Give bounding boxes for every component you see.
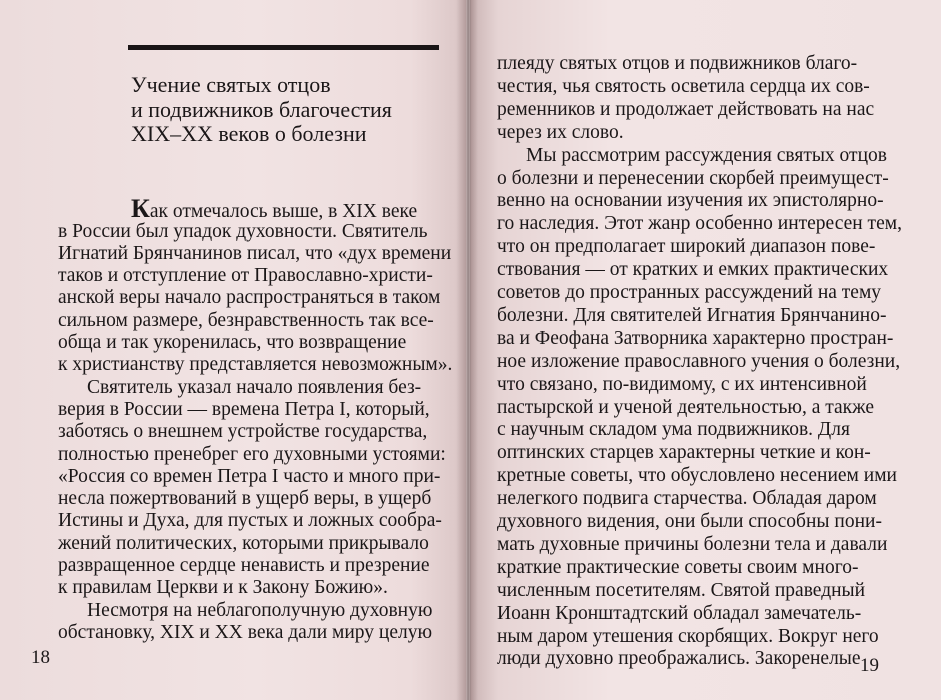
text-line: люди духовно преображались. Закоренелые (497, 648, 861, 670)
text-line: что он предполагает широкий диапазон пове- (497, 236, 876, 258)
text-line (131, 194, 418, 223)
text-line: к правилам Церкви и к Закону Божию». (58, 577, 388, 599)
text-line: верия в России — времена Петра I, который, (58, 398, 430, 420)
text-line: численным посетителям. Святой праведный (497, 579, 866, 601)
text-line: ное изложение православного учения о болезни, (497, 350, 901, 372)
chapter-heading (131, 73, 441, 147)
text-line: с научным складом ума подвижников. Для (497, 419, 850, 441)
text-line: в России был упадок духовности. Святитель (58, 220, 428, 242)
text-line: ным даром утешения скорбящих. Вокруг него (497, 625, 879, 647)
text-line: честия, чья святость осветила сердца их сов- (497, 75, 870, 97)
text-line: развращенное сердце ненависть и презрение (58, 555, 430, 576)
page-number-left: 18 (31, 647, 50, 668)
text-line: кретные советы, что обусловлено несением ими (497, 465, 897, 487)
text-line: Игнатий Брянчанинов писал, что «дух времени (58, 242, 452, 264)
text-line: краткие практические советы своим много- (497, 556, 859, 578)
text-line: что связано, по-видимому, с их интенсивной (497, 373, 867, 395)
text-line: Иоанн Кронштадтский обладал замечатель- (497, 602, 862, 624)
text-line: нелегкого подвига старчества. Обладая даром (497, 488, 877, 510)
text-line: о болезни и перенесении скорбей преимущест- (497, 167, 889, 189)
text-line: болезни. Для святителей Игнатия Брянчанино- (497, 304, 887, 326)
text-line: плеяду святых отцов и подвижников благо- (497, 53, 858, 74)
text-line: оптинских старцев характерны четкие и кон- (497, 442, 871, 464)
text-line: обстановку, XIX и XX века дали миру целую (58, 621, 433, 643)
text-line: к христианству представляется невозможным». (58, 354, 453, 376)
drop-cap: К (131, 194, 150, 223)
first-line-text: ак отмечалось выше, в XIX веке (149, 201, 418, 222)
text-line: ременников и продолжает действовать на нас (497, 98, 875, 120)
text-line: таков и отступление от Православно-христи- (58, 265, 433, 287)
text-line: Мы рассмотрим рассуждения святых отцов (526, 144, 887, 166)
text-line: обща и так укоренилась, что возвращение (58, 332, 407, 353)
text-line: го наследия. Этот жанр особенно интересен тем, (497, 213, 902, 235)
text-line: пастырской и ученой деятельностью, а также (497, 396, 875, 418)
heading-line: XIX–XX веков о болезни (131, 121, 367, 146)
text-line: через их слово. (497, 121, 624, 143)
book-gutter (456, 0, 478, 700)
text-line: венно на основании изучения их эпистолярно- (497, 190, 884, 212)
text-line: несла пожертвований в ущерб веры, в ущерб (58, 488, 432, 510)
text-line: Несмотря на неблагополучную духовную (87, 599, 433, 621)
text-line: «Россия со времен Петра I часто и много при- (58, 465, 441, 487)
text-line: ствования — от кратких и емких практических (497, 259, 889, 281)
text-line: Святитель указал начало появления без- (87, 376, 422, 398)
text-line: сильном размере, безнравственность так все- (58, 309, 434, 331)
text-line: полностью пренебрег его духовными устоями: (58, 443, 446, 465)
heading-rule (128, 45, 439, 50)
heading-line: и подвижников благочестия (131, 96, 392, 122)
page-number-right: 19 (860, 655, 879, 676)
text-line: заботясь о внешнем устройстве государства, (58, 421, 428, 443)
text-line: Истины и Духа, для пустых и ложных сообра- (58, 510, 442, 532)
text-line: жений политических, которыми прикрывало (58, 532, 429, 554)
text-line: духовного видения, они были способны пони- (497, 511, 882, 532)
text-line: мать духовные причины болезни тела и давали (497, 533, 888, 555)
text-line: ва и Феофана Затворника характерно простран- (497, 327, 894, 349)
text-line: анской веры начало распространяться в таком (58, 287, 441, 309)
heading-line: Учение святых отцов (131, 72, 331, 97)
text-line: советов до пространных рассуждений на тему (497, 282, 882, 303)
